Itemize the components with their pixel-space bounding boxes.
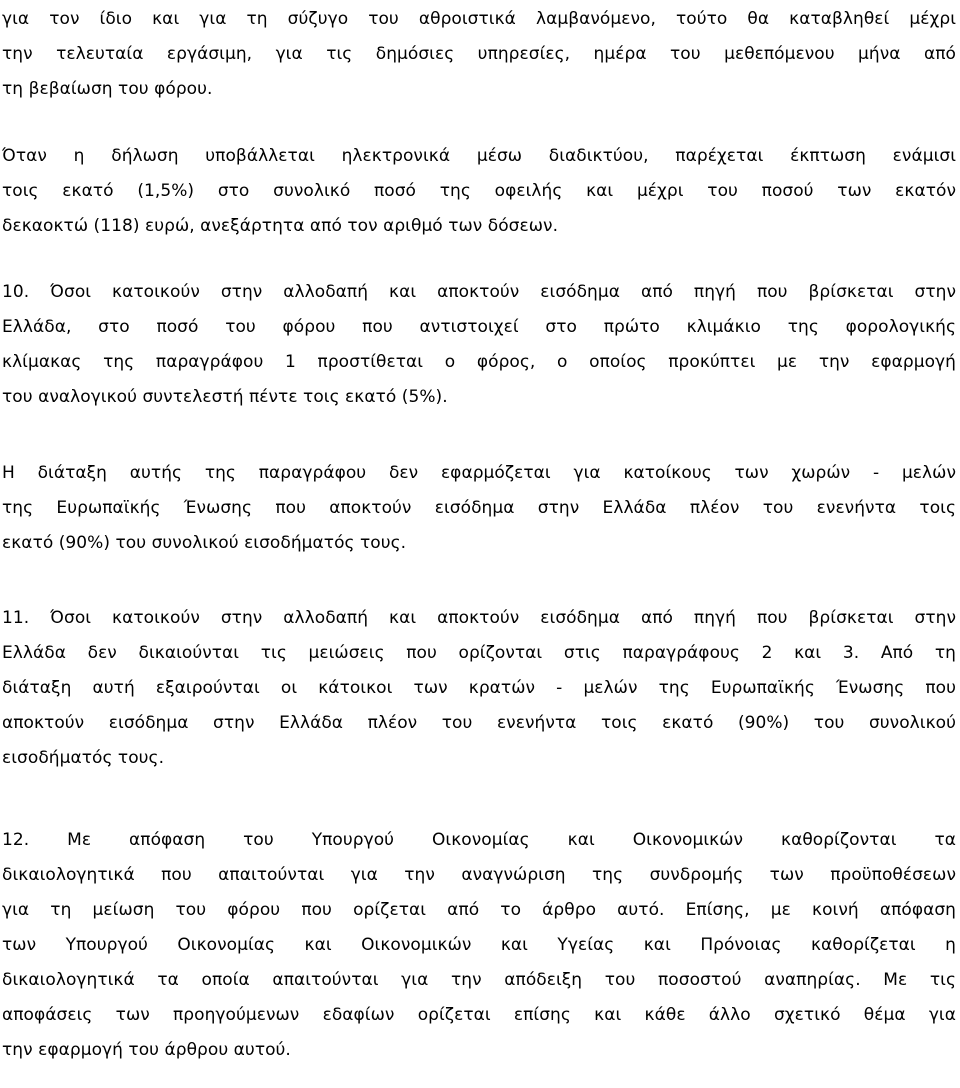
paragraph-10-foreign-residents: [2, 275, 956, 415]
text-line: της Ευρωπαϊκής Ένωσης που αποκτούν εισόδημα στην Ελλάδα πλέον του ενενήντα τοις: [2, 498, 956, 518]
text-line: των Υπουργού Οικονομίας και Οικονομικών και Υγείας και Πρόνοιας καθορίζεται η: [2, 935, 956, 955]
text-line: Όταν η δήλωση υποβάλλεται ηλεκτρονικά μέσω διαδικτύου, παρέχεται έκπτωση ενάμισι: [2, 146, 956, 166]
text-line: 11. Όσοι κατοικούν στην αλλοδαπή και αποκτούν εισόδημα από πηγή που βρίσκεται στην: [2, 608, 956, 628]
text-line: Ελλάδα, στο ποσό του φόρου που αντιστοιχεί στο πρώτο κλιμάκιο της φορολογικής: [2, 317, 956, 337]
text-line: Ελλάδα δεν δικαιούνται τις μειώσεις που ορίζονται στις παραγράφους 2 και 3. Από τη: [2, 643, 956, 663]
text-line: διάταξη αυτή εξαιρούνται οι κάτοικοι των κρατών - μελών της Ευρωπαϊκής Ένωσης που: [2, 678, 956, 698]
text-line: εισοδήματός τους.: [2, 748, 165, 768]
paragraph-12-ministerial-decision: [2, 823, 956, 1068]
text-line: του αναλογικού συντελεστή πέντε τοις εκατό (5%).: [2, 387, 448, 407]
text-line: αποφάσεις των προηγούμενων εδαφίων ορίζεται επίσης και κάθε άλλο σχετικό θέμα για: [2, 1005, 956, 1025]
text-line: δικαιολογητικά τα οποία απαιτούνται για την απόδειξη του ποσοστού αναπηρίας. Με τις: [2, 970, 956, 990]
text-line: τοις εκατό (1,5%) στο συνολικό ποσό της οφειλής και μέχρι του ποσού των εκατόν: [2, 181, 956, 201]
text-line: εκατό (90%) του συνολικού εισοδήματός τους.: [2, 533, 407, 553]
text-line: Η διάταξη αυτής της παραγράφου δεν εφαρμόζεται για κατοίκους των χωρών - μελών: [2, 463, 956, 483]
text-line: 12. Με απόφαση του Υπουργού Οικονομίας και Οικονομικών καθορίζονται τα: [2, 830, 956, 850]
text-line: τη βεβαίωση του φόρου.: [2, 79, 213, 99]
paragraph-11-reductions: [2, 601, 956, 776]
paragraph-eu-exception: [2, 456, 956, 561]
text-line: αποκτούν εισόδημα στην Ελλάδα πλέον του ενενήντα τοις εκατό (90%) του συνολικού: [2, 713, 956, 733]
text-line: δεκαοκτώ (118) ευρώ, ανεξάρτητα από τον αριθμό των δόσεων.: [2, 216, 559, 236]
text-line: για τη μείωση του φόρου που ορίζεται από το άρθρο αυτό. Επίσης, με κοινή απόφαση: [2, 900, 956, 920]
text-line: 10. Όσοι κατοικούν στην αλλοδαπή και αποκτούν εισόδημα από πηγή που βρίσκεται στην: [2, 282, 956, 302]
text-line: δικαιολογητικά που απαιτούνται για την αναγνώριση της συνδρομής των προϋποθέσεων: [2, 865, 956, 885]
text-line: για τον ίδιο και για τη σύζυγο του αθροιστικά λαμβανόμενο, τούτο θα καταβληθεί μέχρι: [2, 9, 956, 29]
text-line: κλίμακας της παραγράφου 1 προστίθεται ο φόρος, ο οποίος προκύπτει με την εφαρμογή: [2, 352, 956, 372]
paragraph-installment-payment: [2, 2, 956, 107]
text-line: την τελευταία εργάσιμη, για τις δημόσιες υπηρεσίες, ημέρα του μεθεπόμενου μήνα από: [2, 44, 956, 64]
text-line: την εφαρμογή του άρθρου αυτού.: [2, 1040, 291, 1060]
paragraph-electronic-filing-discount: [2, 139, 956, 244]
